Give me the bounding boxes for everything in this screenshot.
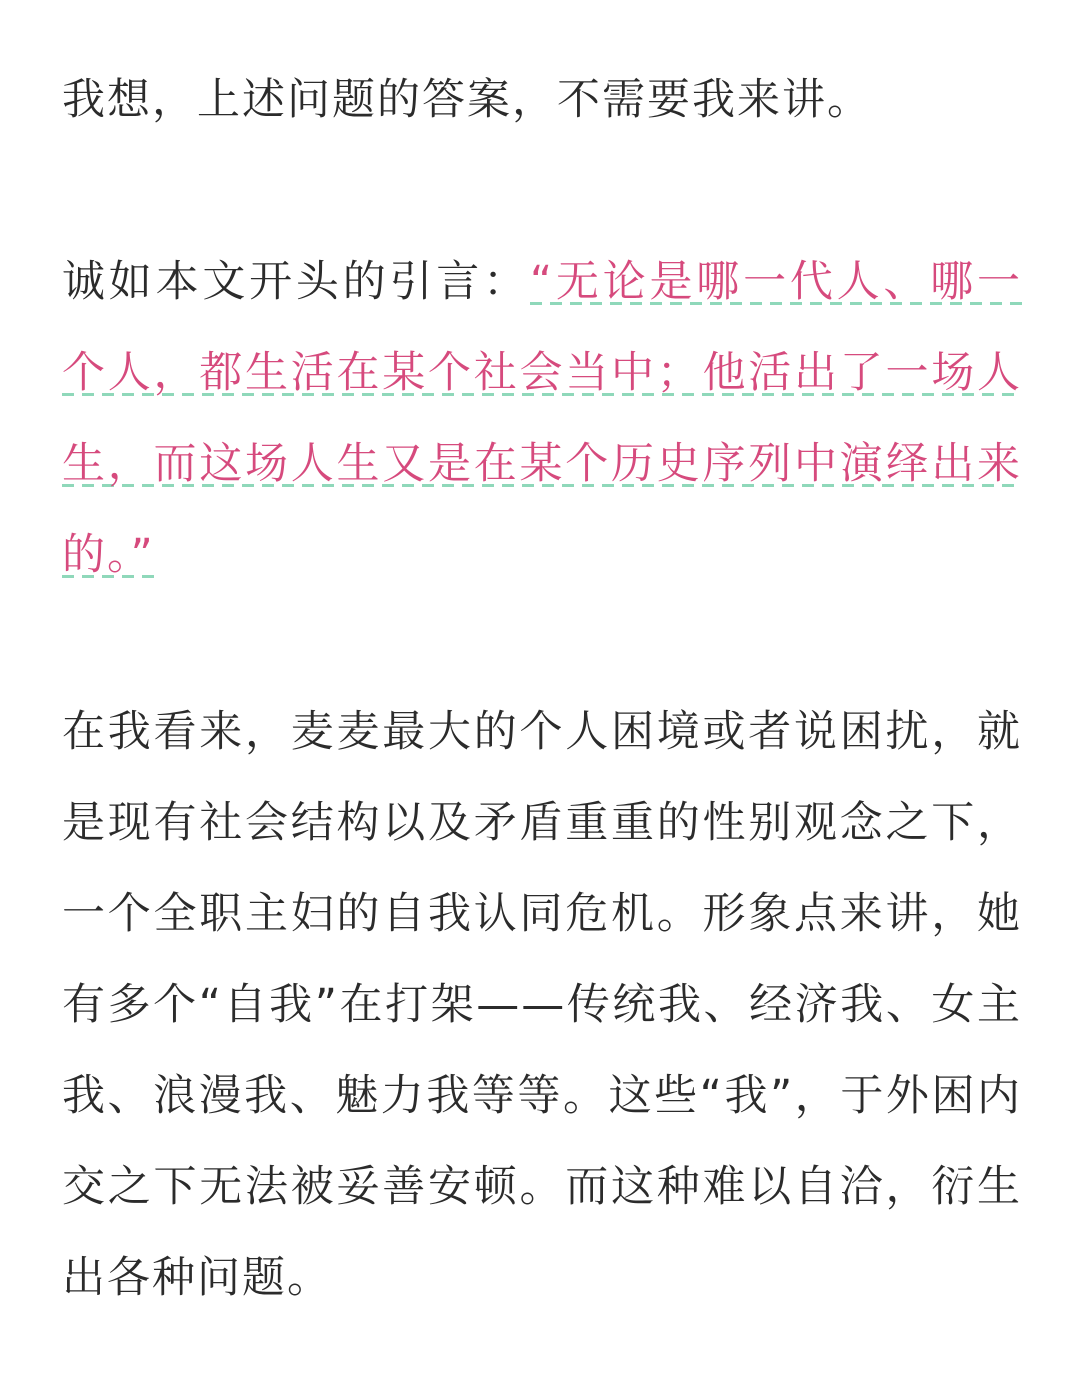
quote-lead: 诚如本文开头的引言： <box>62 257 530 307</box>
highlighted-quote: “无论是哪一代人、哪一个人，都生活在某个社会当中；他活出了一场人生，而这场人生又是在某个历史序列中演绎出来的。” <box>62 257 1022 584</box>
paragraph-quote <box>62 237 1022 601</box>
paragraph-answer: 我想，上述问题的答案，不需要我来讲。 <box>62 75 872 125</box>
paragraph-analysis: 在我看来，麦麦最大的个人困境或者说困扰，就是现有社会结构以及矛盾重重的性别观念之下，一个全职主妇的自我认同危机。形象点来讲，她有多个“自我”在打架——传统我、经济我、女主我、浪漫我、魅力我等等。这些“我”，于外困内交之下无法被妥善安顿。而这种难以自洽，衍生出各种问题。 <box>62 707 1022 1303</box>
